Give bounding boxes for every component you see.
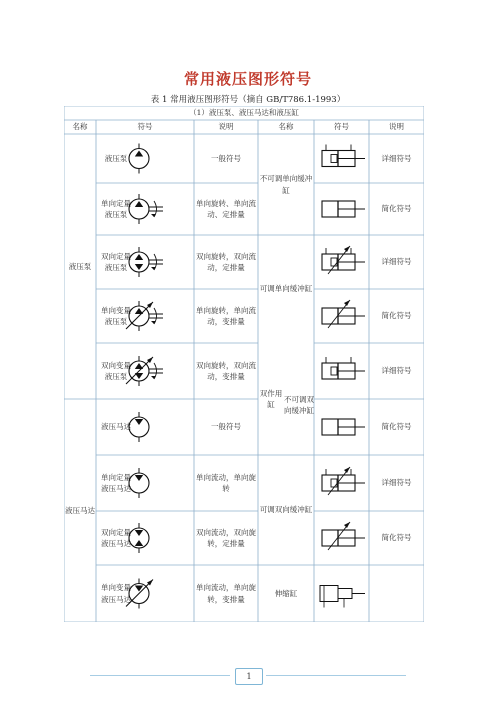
section-title xyxy=(64,106,424,120)
row-name-3-text: 双向定量液压泵 xyxy=(101,251,131,272)
symbol-row-1 xyxy=(96,134,194,183)
header-5 xyxy=(314,120,369,134)
pump-triangle xyxy=(135,254,143,260)
row-name-9-text: 单向变量液压马达 xyxy=(101,583,131,604)
cushion-icon xyxy=(331,367,337,375)
row-name-4-text: 单向变量液压泵 xyxy=(101,305,131,326)
sub-adj-single-text: 可调单向缓冲缸 xyxy=(259,284,313,294)
table-caption: 表 1 常用液压图形符号（摘自 GB/T786.1-1993） xyxy=(150,95,346,105)
sub-telescopic-text: 伸缩缸 xyxy=(274,588,298,598)
right-desc-2-text: 简化符号 xyxy=(381,204,412,214)
header-1-text: 名称 xyxy=(72,122,88,132)
pump-triangle xyxy=(135,151,143,157)
symbol-row-6 xyxy=(96,399,194,455)
section-title-text: （1）液压泵、液压马达和液压缸 xyxy=(189,108,299,118)
group-motor xyxy=(64,399,96,622)
right-desc-7 xyxy=(369,455,424,511)
pump-triangle xyxy=(135,264,143,270)
header-1 xyxy=(64,120,96,134)
header-6-text: 说明 xyxy=(389,122,404,132)
row-desc-2 xyxy=(196,183,256,235)
row-name-8-text: 双向定量液压马达 xyxy=(101,527,131,548)
right-desc-2 xyxy=(369,183,424,235)
header-4-text: 名称 xyxy=(278,122,294,132)
cushion-icon xyxy=(331,479,337,487)
symbol-row-5 xyxy=(96,343,194,399)
cylinder-symbol-2 xyxy=(314,183,369,235)
right-desc-8-text: 简化符号 xyxy=(381,533,412,543)
row-desc-3 xyxy=(196,235,256,289)
adjust-arrowhead xyxy=(344,522,350,528)
symbol-row-9 xyxy=(96,565,194,622)
right-desc-5-text: 详细符号 xyxy=(381,366,412,376)
telescopic-symbol xyxy=(314,565,369,622)
cylinder-symbol-3 xyxy=(314,235,369,289)
motor-triangle xyxy=(135,475,143,481)
footer-line-right xyxy=(266,675,406,676)
row-name-1-text: 液压泵 xyxy=(104,153,128,163)
cushion-icon xyxy=(331,155,337,163)
row-desc-9-text: 单向流动，单向旋转，变排量 xyxy=(196,583,256,604)
motor-triangle xyxy=(135,540,143,546)
header-3-text: 说明 xyxy=(218,122,234,132)
group-double xyxy=(258,343,284,455)
sub-telescopic xyxy=(258,565,314,622)
header-4 xyxy=(258,120,314,134)
row-name-5-text: 双向变量液压泵 xyxy=(101,360,131,381)
right-desc-6 xyxy=(369,399,424,455)
row-desc-7-text: 单向流动，单向旋转 xyxy=(196,472,256,493)
symbol-row-2 xyxy=(96,183,194,235)
motor-triangle xyxy=(135,530,143,536)
footer-line-left xyxy=(90,675,230,676)
row-desc-4 xyxy=(196,289,256,343)
group-motor-text: 液压马达 xyxy=(65,505,95,515)
cylinder-symbol-4 xyxy=(314,289,369,343)
right-desc-3-text: 详细符号 xyxy=(381,257,412,267)
row-name-2-text: 单向定量液压泵 xyxy=(101,198,131,219)
row-desc-1 xyxy=(196,134,256,183)
header-5-text: 符号 xyxy=(334,122,349,132)
right-desc-1 xyxy=(369,134,424,183)
group-pump xyxy=(64,134,96,399)
right-desc-3 xyxy=(369,235,424,289)
row-desc-4-text: 单向旋转，单向流动，变排量 xyxy=(196,305,256,326)
row-desc-1-text: 一般符号 xyxy=(211,153,241,163)
sub-adj-double xyxy=(258,455,314,565)
row-desc-5-text: 双向旋转，双向流动，变排量 xyxy=(196,360,256,381)
adjust-arrowhead xyxy=(344,246,350,252)
right-desc-5 xyxy=(369,343,424,399)
symbol-table xyxy=(64,106,424,622)
sub-unadj-single xyxy=(258,134,314,235)
right-desc-4-text: 简化符号 xyxy=(381,311,412,321)
header-6 xyxy=(369,120,424,134)
cylinder-symbol-5 xyxy=(314,343,369,399)
page-number: 1 xyxy=(235,668,263,685)
symbol-row-3 xyxy=(96,235,194,289)
pump-triangle xyxy=(135,201,143,207)
page-title: 常用液压图形符号 xyxy=(183,70,312,88)
sub-adj-single xyxy=(258,235,314,343)
right-desc-1-text: 详细符号 xyxy=(381,153,412,163)
adjust-arrowhead xyxy=(344,467,350,473)
right-desc-7-text: 详细符号 xyxy=(381,478,412,488)
motor-triangle xyxy=(135,419,143,425)
row-desc-5 xyxy=(196,343,256,399)
sub-adj-double-text: 可调双向缓冲缸 xyxy=(259,505,313,515)
row-desc-8 xyxy=(196,511,256,565)
telescopic-stage-icon xyxy=(320,586,338,602)
cylinder-symbol-7 xyxy=(314,455,369,511)
row-desc-2-text: 单向旋转、单向流动、定排量 xyxy=(196,198,256,219)
cylinder-symbol-6 xyxy=(314,399,369,455)
adjust-arrowhead xyxy=(344,300,350,306)
header-3 xyxy=(194,120,258,134)
row-desc-6-text: 一般符号 xyxy=(211,422,241,432)
right-desc-8 xyxy=(369,511,424,565)
telescopic-stage-icon xyxy=(338,589,352,599)
cushion-icon xyxy=(331,258,337,266)
right-desc-4 xyxy=(369,289,424,343)
cylinder-symbol-1 xyxy=(314,134,369,183)
sub-unadj-double xyxy=(284,349,314,461)
symbol-row-7 xyxy=(96,455,194,511)
row-desc-3-text: 双向旋转，双向流动，定排量 xyxy=(196,251,256,272)
row-desc-6 xyxy=(196,399,256,455)
row-desc-7 xyxy=(196,455,256,511)
group-pump-text: 液压泵 xyxy=(68,261,92,271)
header-2 xyxy=(96,120,194,134)
group-double-text: 双作用缸 xyxy=(259,388,283,409)
symbol-row-4 xyxy=(96,289,194,343)
row-name-7-text: 单向定量液压马达 xyxy=(101,472,131,493)
header-2-text: 符号 xyxy=(137,122,153,132)
sub-unadj-double-text: 不可调双向缓冲缸 xyxy=(284,394,314,415)
row-desc-9 xyxy=(196,565,256,622)
row-name-6-text: 液压马达 xyxy=(101,422,131,432)
row-desc-8-text: 双向流动，双向旋转，定排量 xyxy=(196,527,256,548)
sub-unadj-single-text: 不可调单向缓冲缸 xyxy=(259,174,313,195)
right-desc-6-text: 简化符号 xyxy=(381,422,412,432)
cylinder-symbol-8 xyxy=(314,511,369,565)
symbol-row-8 xyxy=(96,511,194,565)
